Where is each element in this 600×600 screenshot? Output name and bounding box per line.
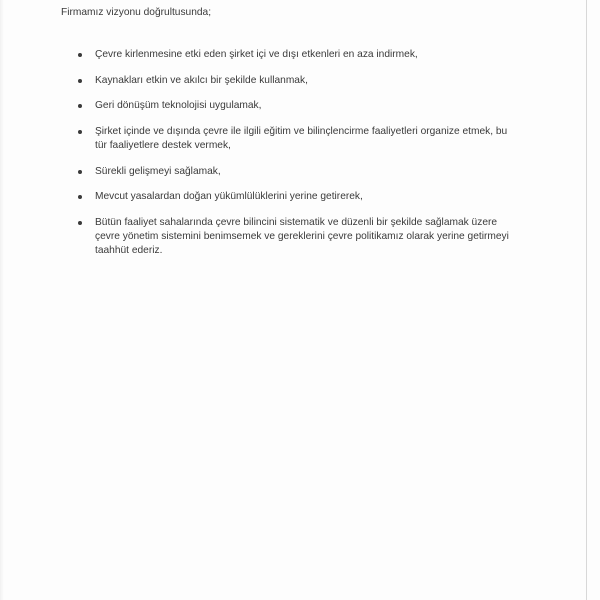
- bullet-icon: [78, 221, 82, 225]
- list-item-text: Geri dönüşüm teknolojisi uygulamak,: [95, 100, 262, 111]
- bullet-icon: [78, 130, 82, 134]
- list-item-text: Sürekli gelişmeyi sağlamak,: [95, 166, 221, 177]
- list-item-text: Mevcut yasalardan doğan yükümlülüklerini yerine getirerek,: [95, 191, 363, 202]
- intro-text: Firmamız vizyonu doğrultusunda;: [61, 7, 212, 18]
- list-item-text: Şirket içinde ve dışında çevre ile ilgili eğitim ve bilinçlencirme faaliyetleri organize etmek, bu tür faaliyetlere destek vermek,: [95, 126, 508, 151]
- bullet-icon: [78, 104, 82, 108]
- bullet-icon: [78, 195, 82, 199]
- bullet-icon: [78, 170, 82, 174]
- list-item-text: Bütün faaliyet sahalarında çevre bilincini sistematik ve düzenli bir şekilde sağlamak üzere çevre yönetim sistemini benimsemek ve gereklerini çevre politikamız olarak yerine getirmeyi taahhüt ederiz.: [95, 217, 509, 256]
- list-item-text: Kaynakları etkin ve akılcı bir şekilde kullanmak,: [95, 75, 308, 86]
- list-item-text: Çevre kirlenmesine etki eden şirket içi ve dışı etkenleri en aza indirmek,: [95, 49, 418, 60]
- scan-edge-shadow: [0, 0, 4, 600]
- bullet-icon: [78, 79, 82, 83]
- page-edge: [586, 0, 587, 600]
- bullet-icon: [78, 53, 82, 57]
